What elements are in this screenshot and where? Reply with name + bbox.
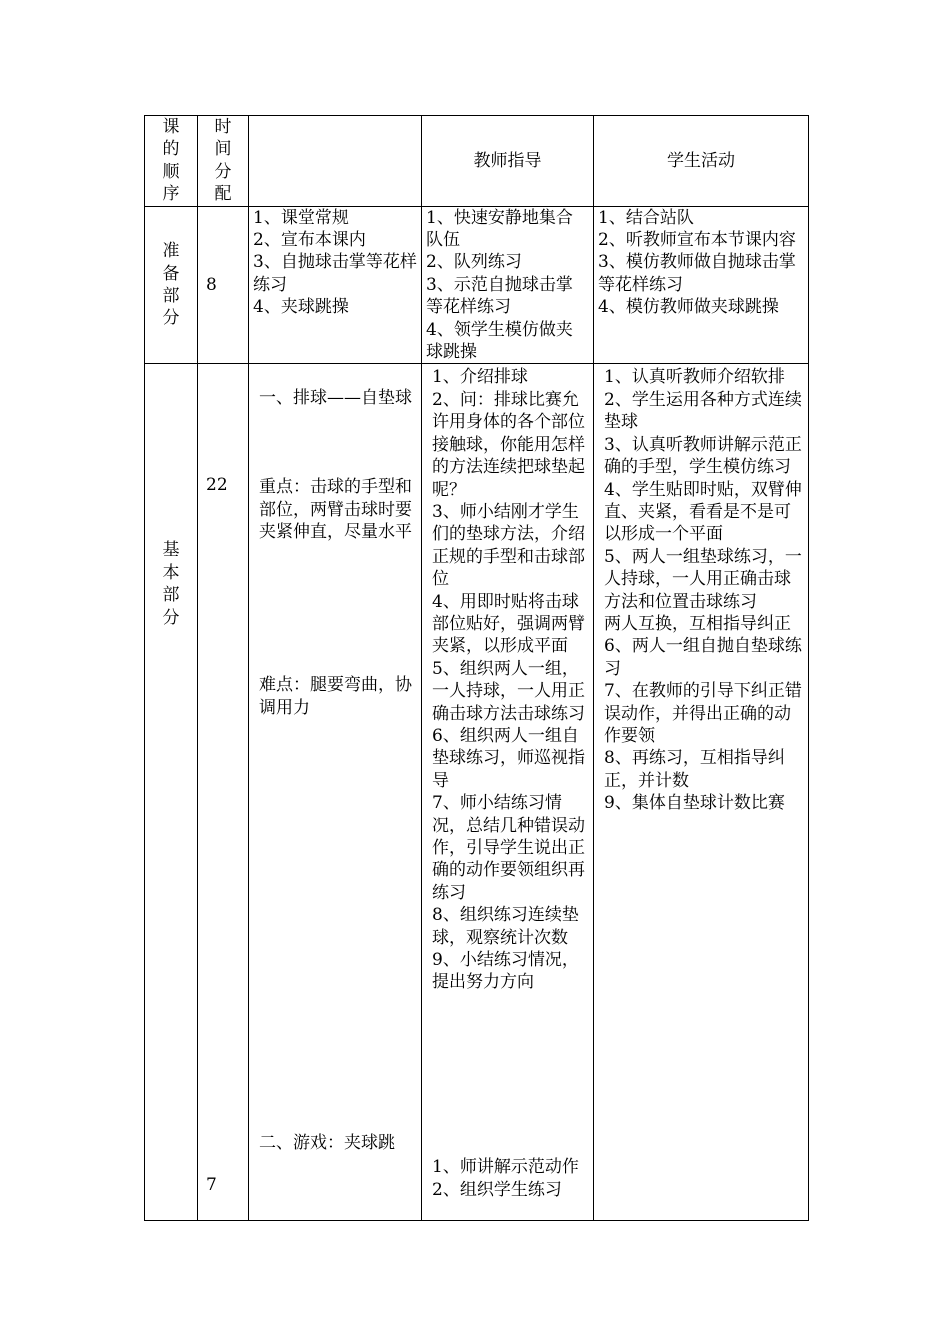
prep-teacher-item: 2、队列练习 <box>426 252 522 273</box>
basic-teacher-list <box>432 366 587 993</box>
basic-student-item: 9、集体自垫球计数比赛 <box>604 793 785 814</box>
prep-section: 准备部分 <box>162 241 180 329</box>
prep-content-item: 3、自抛球击掌等花样练习 <box>253 252 417 295</box>
basic-teacher-item: 7、师小结练习情况，总结几种错误动作，引导学生说出正确的动作要领组织再练习 <box>432 793 585 903</box>
prep-teacher-item: 4、领学生模仿做夹球跳操 <box>426 319 573 363</box>
prep-content-item: 4、夹球跳操 <box>253 297 349 318</box>
basic-student-item: 3、认真听教师讲解示范正确的手型，学生模仿练习 <box>604 434 802 478</box>
prep-row <box>145 206 809 364</box>
prep-time: 8 <box>206 274 217 295</box>
header-student-cell <box>594 116 809 207</box>
basic-student-item: 7、在教师的引导下纠正错误动作，并得出正确的动作要领 <box>604 681 802 746</box>
header-order-cell <box>145 116 198 207</box>
header-content-cell <box>249 116 422 207</box>
basic-content-cell <box>249 364 422 1221</box>
basic-teacher-item: 3、师小结刚才学生们的垫球方法，介绍正规的手型和击球部位 <box>432 501 585 590</box>
basic-teacher-item: 2、问：排球比赛允许用身体的各个部位接触球，你能用怎样的方法连续把球垫起呢？ <box>432 389 585 500</box>
header-time: 时间分配 <box>214 117 232 205</box>
basic-time-cell <box>198 364 249 1221</box>
header-teacher-cell <box>422 116 594 207</box>
basic-teacher-game-item: 1、师讲解示范动作 <box>432 1157 579 1178</box>
prep-student-item: 3、模仿教师做自抛球击掌等花样练习 <box>598 252 796 295</box>
header-student: 学生活动 <box>667 150 735 171</box>
basic-teacher-item: 9、小结练习情况，提出努力方向 <box>432 950 579 993</box>
header-teacher: 教师指导 <box>473 150 542 171</box>
prep-teacher-cell <box>422 206 594 364</box>
basic-content-key: 重点：击球的手型和部位，两臂击球时要夹紧伸直，尽量水平 <box>259 477 412 543</box>
basic-teacher-item: 8、组织练习连续垫球，观察统计次数 <box>432 905 579 948</box>
basic-teacher-cell <box>422 364 594 1221</box>
basic-section-cell <box>145 364 198 1221</box>
lesson-plan-table <box>144 115 809 1221</box>
basic-student-item: 8、再练习，互相指导纠正，并计数 <box>604 748 785 791</box>
basic-student-list <box>604 366 802 814</box>
basic-content-difficulty: 难点：腿要弯曲，协调用力 <box>259 675 412 718</box>
basic-teacher-item: 6、组织两人一组自垫球练习，师巡视指导 <box>432 725 585 791</box>
prep-student-cell <box>594 206 809 364</box>
basic-teacher-game-list <box>432 1156 587 1201</box>
basic-content-title: 一、排球——自垫球 <box>259 388 412 409</box>
header-order: 课的顺序 <box>162 117 180 205</box>
header-time-cell <box>198 116 249 207</box>
prep-content-item: 2、宣布本课内 <box>253 230 366 251</box>
basic-content-game: 二、游戏：夹球跳 <box>259 1133 395 1154</box>
basic-student-cell <box>594 364 809 1221</box>
basic-student-item: 2、学生运用各种方式连续垫球 <box>604 389 802 433</box>
basic-student-item: 1、认真听教师介绍软排 <box>604 367 785 388</box>
basic-student-item: 5、两人一组垫球练习，一人持球，一人用正确击球方法和位置击球练习 <box>604 546 802 612</box>
prep-student-item: 1、结合站队 <box>598 207 694 228</box>
prep-student-item: 2、听教师宣布本节课内容 <box>598 230 796 251</box>
basic-section: 基本部分 <box>162 540 180 628</box>
prep-section-cell <box>145 206 198 364</box>
prep-teacher-item: 1、快速安静地集合队伍 <box>426 207 573 251</box>
basic-time-main: 22 <box>206 475 228 496</box>
header-row <box>145 116 809 207</box>
prep-content-cell <box>249 206 422 364</box>
basic-teacher-item: 4、用即时贴将击球部位贴好，强调两臂夹紧，以形成平面 <box>432 591 585 657</box>
basic-teacher-item: 5、组织两人一组，一人持球，一人用正确击球方法击球练习 <box>432 658 585 724</box>
basic-student-item: 两人互换，互相指导纠正 <box>604 613 791 634</box>
basic-time-game: 7 <box>206 1175 217 1196</box>
prep-student-item: 4、模仿教师做夹球跳操 <box>598 297 779 318</box>
basic-student-item: 6、两人一组自抛自垫球练习 <box>604 636 802 679</box>
basic-row <box>145 364 809 1221</box>
prep-teacher-item: 3、示范自抛球击掌等花样练习 <box>426 274 573 318</box>
basic-teacher-game-item: 2、组织学生练习 <box>432 1179 562 1200</box>
basic-student-item: 4、学生贴即时贴，双臂伸直、夹紧，看看是不是可以形成一个平面 <box>604 479 802 545</box>
basic-teacher-item: 1、介绍排球 <box>432 367 528 388</box>
prep-time-cell <box>198 206 249 364</box>
prep-content-item: 1、课堂常规 <box>253 207 349 228</box>
